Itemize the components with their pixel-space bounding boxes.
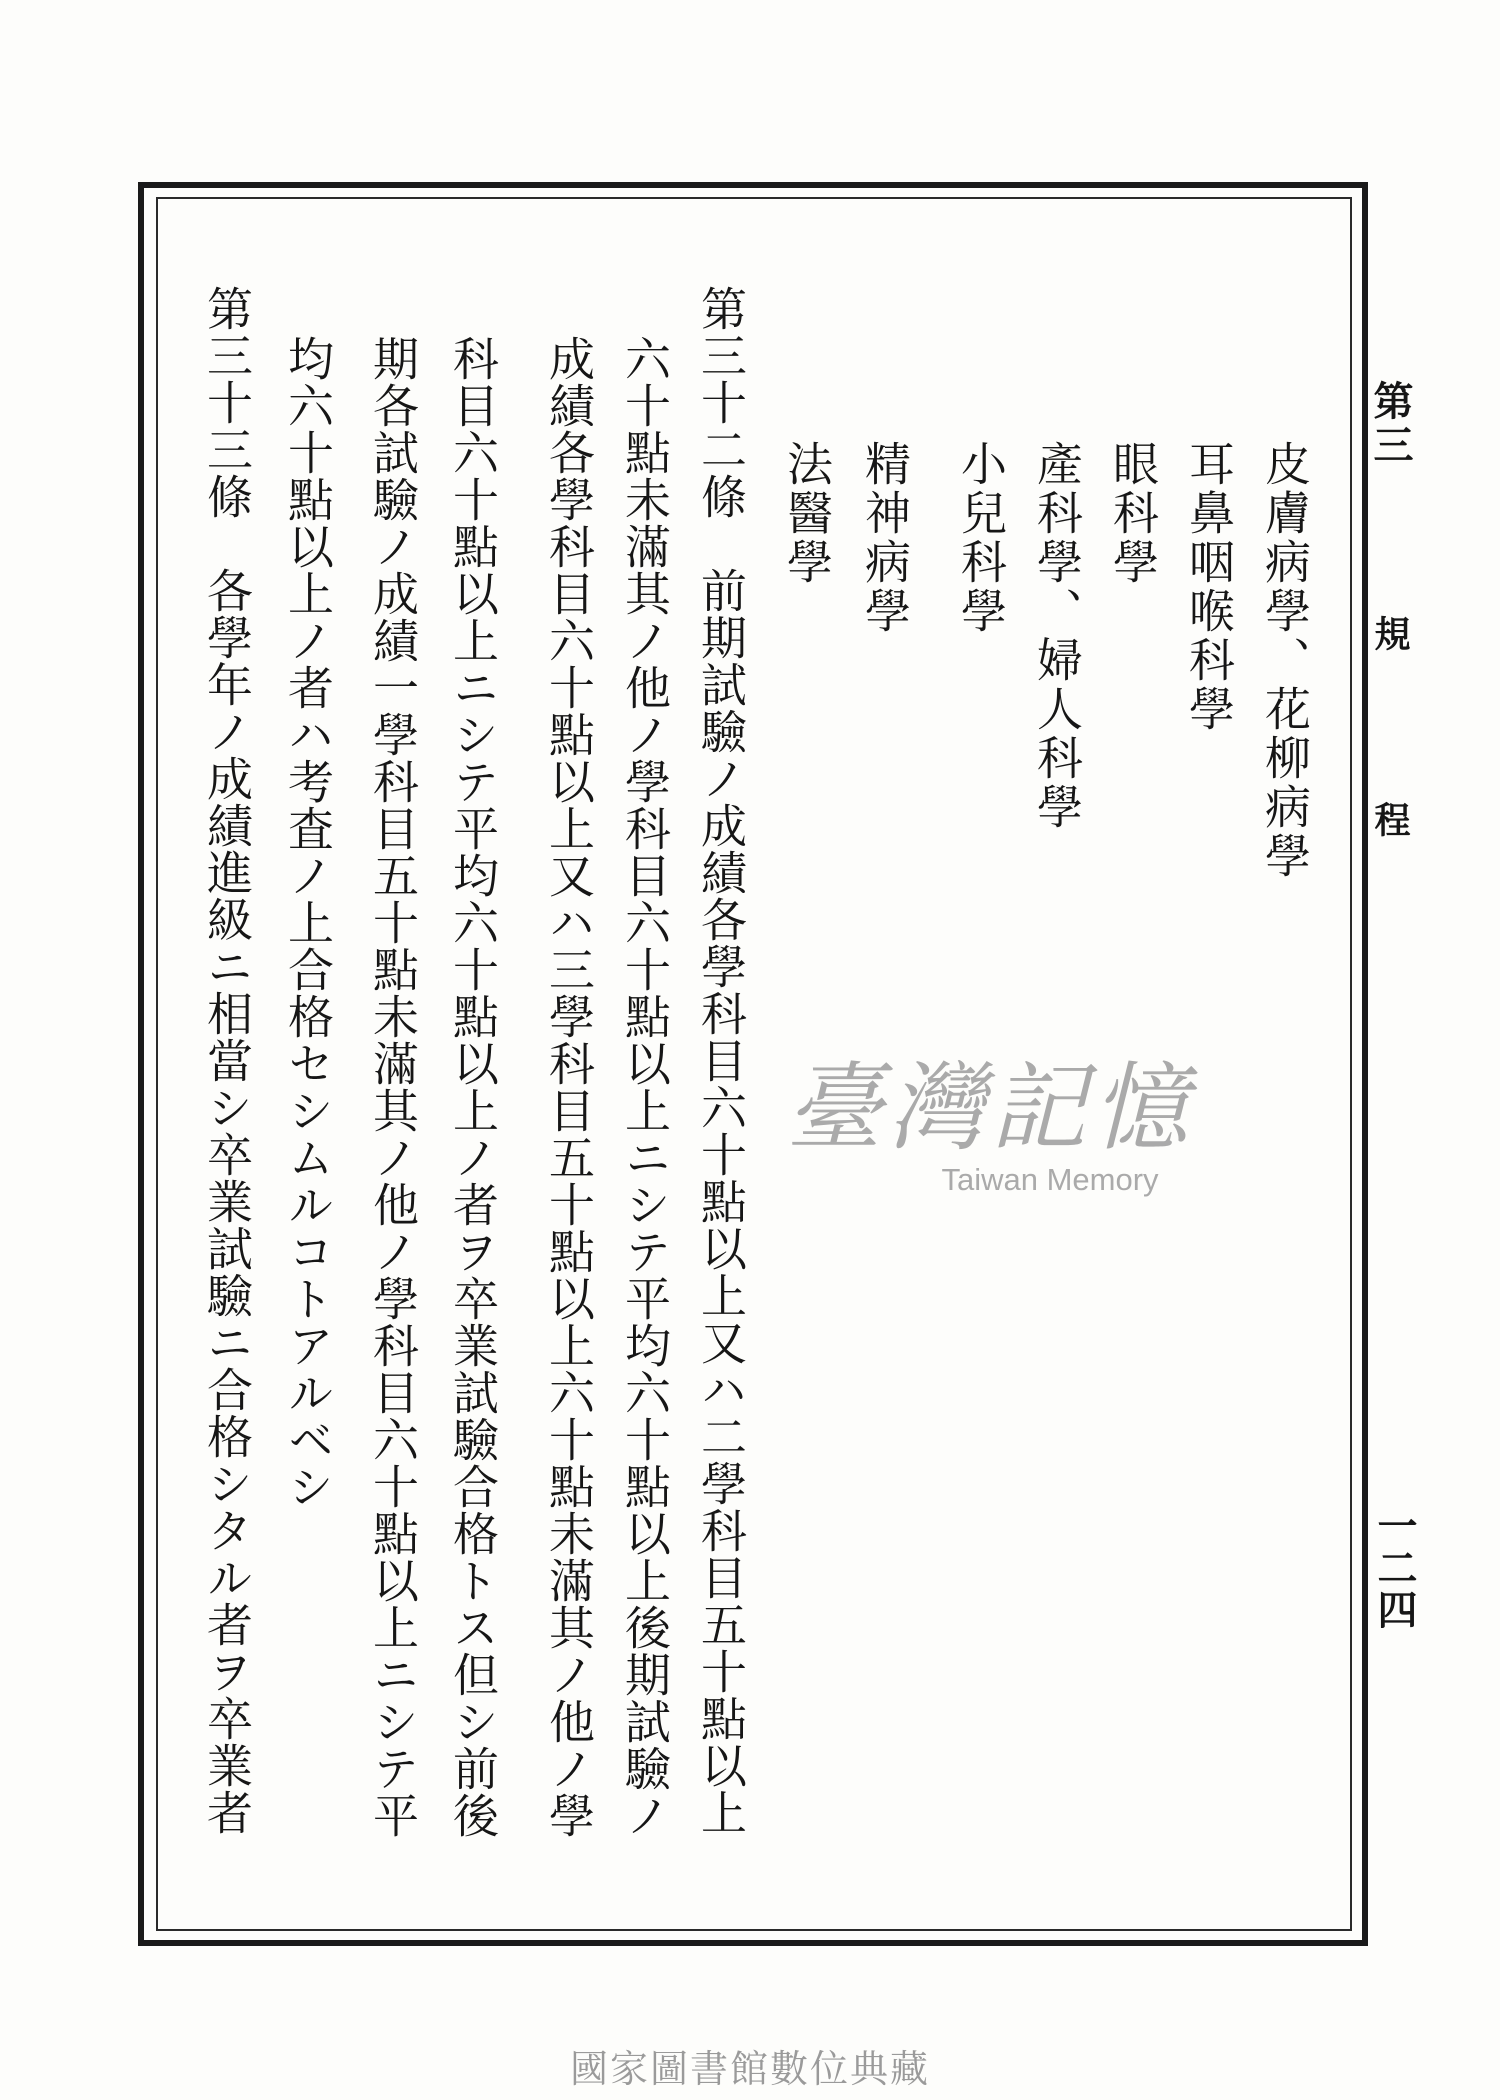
page-number: 一二四 — [1371, 1505, 1418, 1631]
running-header-section — [1369, 615, 1411, 837]
article-32-line: 六十點未滿其ノ他ノ學科目六十點以上ニシテ平均六十點以上後期試驗ノ — [618, 335, 672, 1839]
taiwan-memory-watermark — [755, 1052, 1225, 1198]
subject-item: 產科學、婦人科學 — [1030, 440, 1084, 832]
article-32-line: 期各試驗ノ成績一學科目五十點未滿其ノ他ノ學科目六十點以上ニシテ平 — [366, 335, 420, 1839]
running-header-section-second: 程 — [1369, 801, 1411, 837]
subject-item: 精神病學 — [858, 440, 912, 636]
subject-item: 皮膚病學、花柳病學 — [1258, 440, 1312, 881]
subject-item: 耳鼻咽喉科學 — [1182, 440, 1236, 734]
subject-item: 眼科學 — [1106, 440, 1160, 587]
article-33-line: 第三十三條 各學年ノ成績進級ニ相當シ卒業試驗ニ合格シタル者ヲ卒業者 — [200, 285, 254, 1836]
running-header-chapter: 第三 — [1367, 380, 1414, 468]
library-credit-footer: 國家圖書館數位典藏 — [569, 2047, 930, 2091]
watermark-english-text: Taiwan Memory — [941, 1162, 1159, 1197]
article-32-line: 科目六十點以上ニシテ平均六十點以上ノ者ヲ卒業試驗合格トス但シ前後 — [446, 335, 500, 1839]
subject-item: 法醫學 — [780, 440, 834, 587]
watermark-chinese-text: 臺灣記憶 — [786, 1052, 1194, 1164]
article-32-line: 成績各學科目六十點以上又ハ三學科目五十點以上六十點未滿其ノ他ノ學 — [542, 335, 596, 1839]
running-header-section-first: 規 — [1369, 615, 1411, 651]
subject-item: 小兒科學 — [954, 440, 1008, 636]
article-32-line: 第三十二條 前期試驗ノ成績各學科目六十點以上又ハ二學科目五十點以上 — [694, 285, 748, 1836]
article-32-line: 均六十點以上ノ者ハ考査ノ上合格セシムルコトアルベシ — [281, 335, 335, 1510]
